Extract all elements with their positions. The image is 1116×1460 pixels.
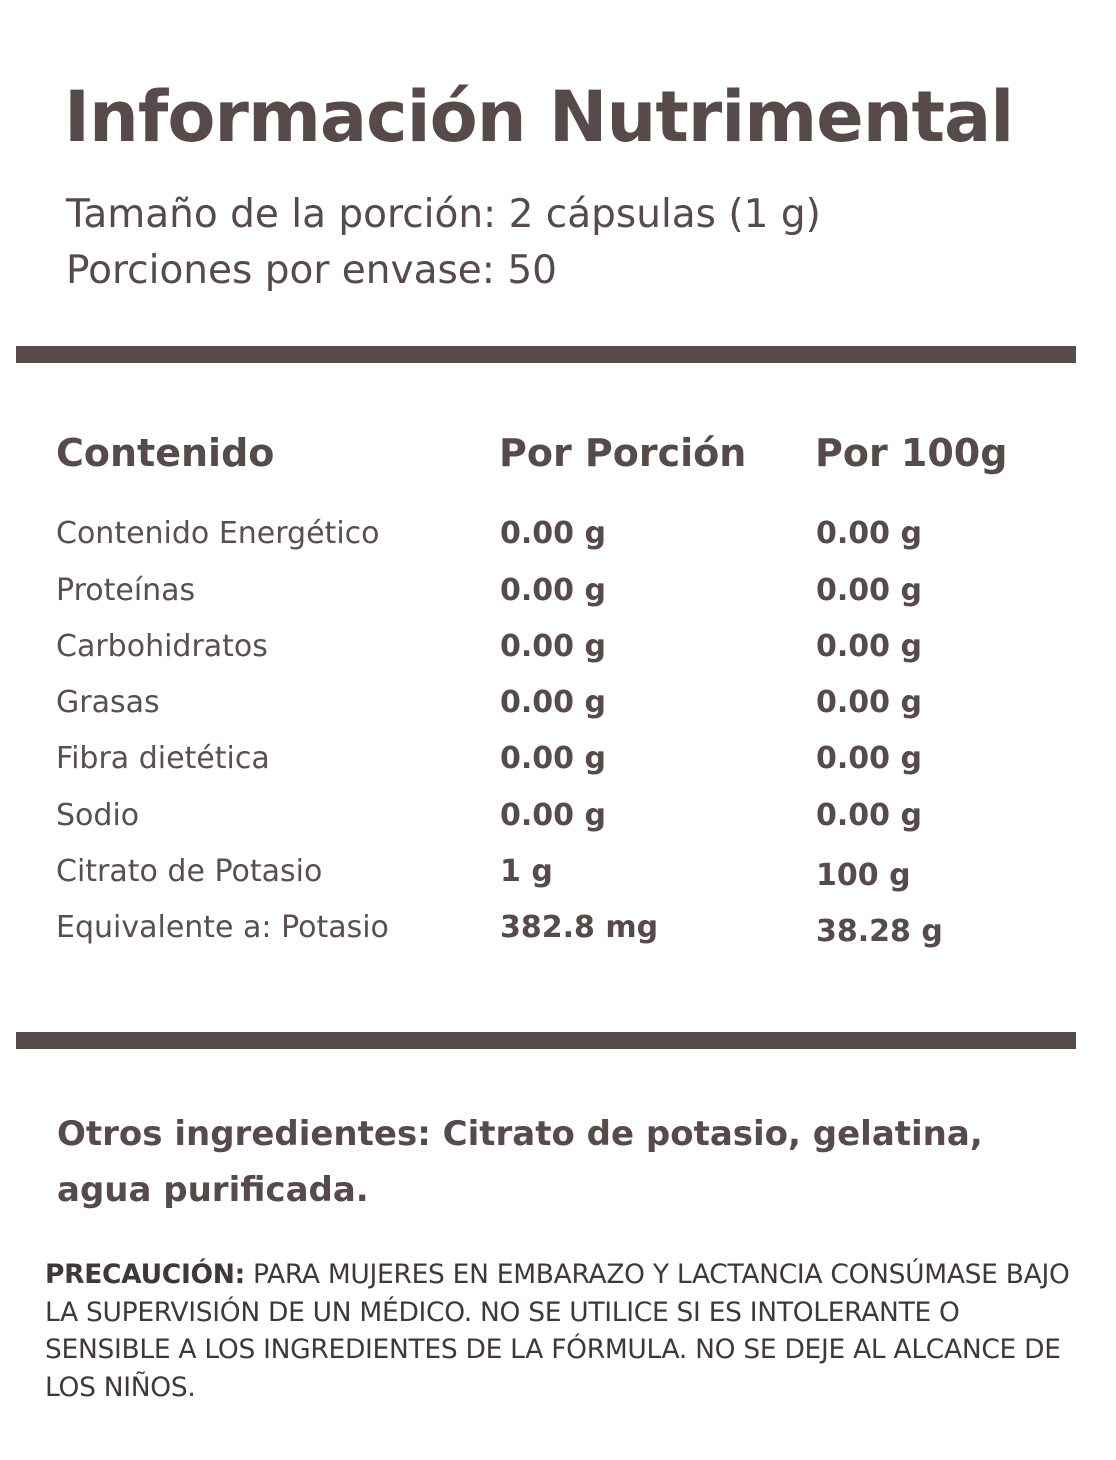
per-100g-value: 0.00 g <box>816 573 922 608</box>
page-title: Información Nutrimental <box>64 76 1014 158</box>
row-label: Carbohidratos <box>56 629 268 664</box>
caution-notice <box>45 1256 1085 1406</box>
column-header-content: Contenido <box>56 431 275 475</box>
table-row <box>0 790 1116 842</box>
per-100g-value: 0.00 g <box>816 685 922 720</box>
bottom-divider <box>16 1032 1076 1049</box>
per-serving-value: 0.00 g <box>500 516 606 551</box>
per-100g-value: 0.00 g <box>816 516 922 551</box>
per-serving-value: 382.8 mg <box>500 910 659 945</box>
table-row <box>0 508 1116 560</box>
per-serving-value: 0.00 g <box>500 741 606 776</box>
per-100g-value: 0.00 g <box>816 798 922 833</box>
per-serving-value: 0.00 g <box>500 798 606 833</box>
caution-text: PARA MUJERES EN EMBARAZO Y LACTANCIA CONSÚMASE BAJO LA SUPERVISIÓN DE UN MÉDICO. NO SE UTILICE SI ES INTOLERANTE O SENSIBLE A LOS INGREDIENTES DE LA FÓRMULA. NO SE DEJE AL ALCANCE DE LOS NIÑOS. <box>45 1259 1070 1403</box>
caution-label: PRECAUCIÓN: <box>45 1259 245 1290</box>
row-label: Proteínas <box>56 573 196 608</box>
row-label: Sodio <box>56 798 140 833</box>
per-100g-value: 38.28 g <box>816 914 943 949</box>
column-header-per-100g: Por 100g <box>815 431 1008 475</box>
table-row <box>0 846 1116 898</box>
per-serving-value: 0.00 g <box>500 573 606 608</box>
top-divider <box>16 346 1076 363</box>
column-header-per-serving: Por Porción <box>499 431 747 475</box>
table-row <box>0 902 1116 954</box>
serving-size: Tamaño de la porción: 2 cápsulas (1 g) <box>66 192 821 237</box>
row-label: Fibra dietética <box>56 741 270 776</box>
table-row <box>0 733 1116 785</box>
servings-per-container: Porciones por envase: 50 <box>66 248 557 293</box>
row-label: Contenido Energético <box>56 516 380 551</box>
other-ingredients: Otros ingredientes: Citrato de potasio, gelatina, agua purificada. <box>57 1114 983 1210</box>
per-100g-value: 100 g <box>816 858 911 893</box>
per-serving-value: 0.00 g <box>500 685 606 720</box>
per-serving-value: 0.00 g <box>500 629 606 664</box>
table-row <box>0 677 1116 729</box>
table-row <box>0 565 1116 617</box>
row-label: Grasas <box>56 685 160 720</box>
per-100g-value: 0.00 g <box>816 741 922 776</box>
row-label: Citrato de Potasio <box>56 854 323 889</box>
table-row <box>0 621 1116 673</box>
per-100g-value: 0.00 g <box>816 629 922 664</box>
per-serving-value: 1 g <box>500 854 553 889</box>
row-label: Equivalente a: Potasio <box>56 910 389 945</box>
